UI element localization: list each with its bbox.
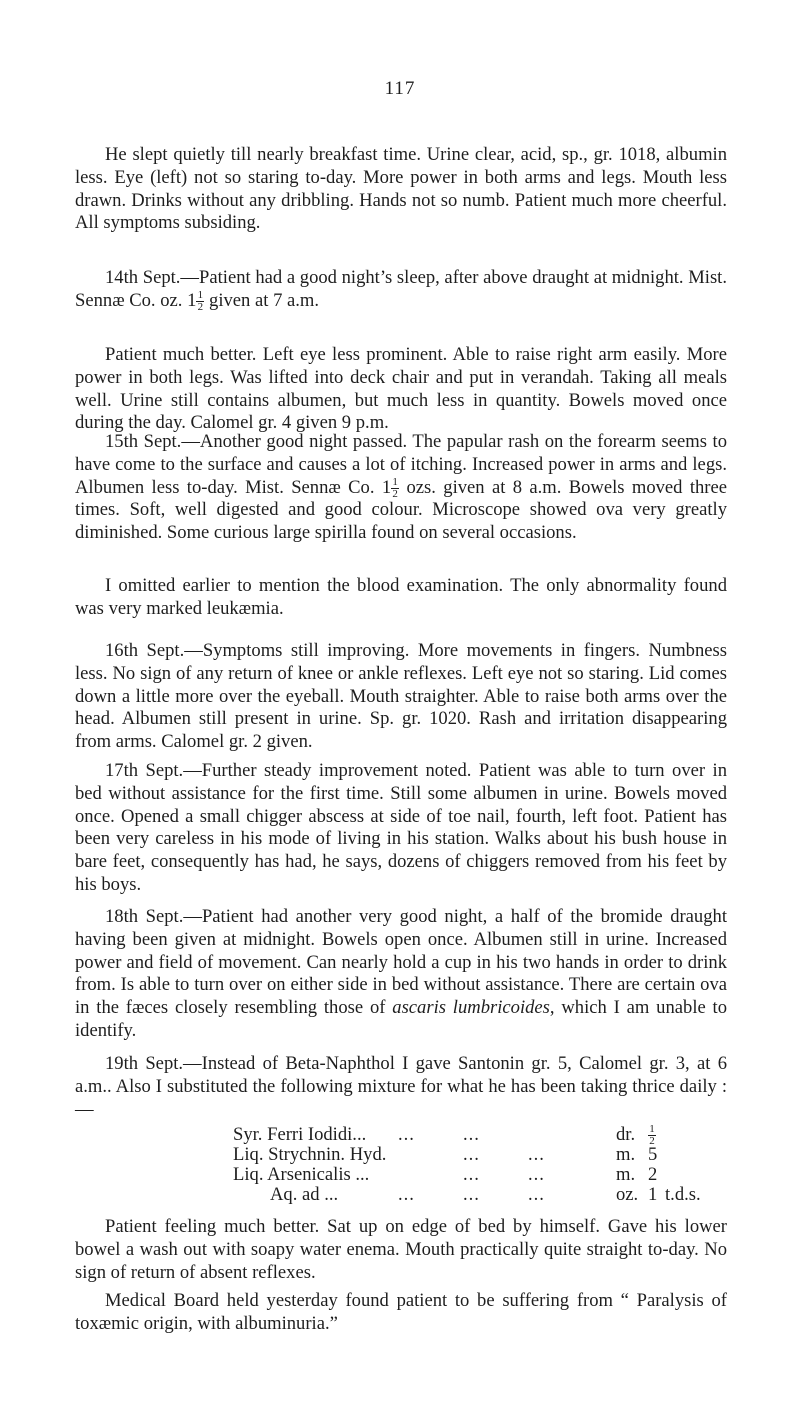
paragraph-text: , which I am unable to identify. [75,997,728,1041]
prescription-table [233,1125,703,1205]
paragraph-patient-feeling-better: Patient feeling much better. Sat up on edge of bed by himself. Gave his lower bowel a wash out with soapy water enema. Mouth practically quite straight to-day. No sign of return of absent reflexes. [75,1216,727,1283]
fraction-half: $\frac{1}{2}$ [392,475,398,500]
paragraph-sept-17: 17th Sept.—Further steady improvement noted. Patient was able to turn over in bed without assistance for the first time. Still some albumen in urine. Bowels moved once. Opened a small chigger abscess at side of toe nail, fourth, left foot. Patient has been very careless in his mode of living in his station. Walks about his bush house in bare feet, consequently has had, he says, dozens of chiggers removed from his feet by his boys. [75,760,727,895]
paragraph-text: ozs. given at 8 a.m. Bowels moved three times. Soft, well digested and good colour. Microscope showed ova very greatly diminished. Some curious large spirilla found on several occasions. [75,476,727,544]
ingredient-quantity: 5 [648,1144,658,1165]
ingredient-name: Syr. Ferri Iodidi... [233,1124,367,1145]
leader-dots: ... [528,1184,545,1205]
paragraph-text: 18th Sept.—Patient had another very good night, a half of the bromide draught having been given at midnight. Bowels open once. Albumen still in urine. Increased power and field of movement. Can nearly hold a cup in his two hands in order to drink from. Is able to turn over on either side in bed without assistance. There are certain ova in the fæces closely resembling those of [75,906,727,1019]
paragraph-text: 15th Sept.—Another good night passed. The papular rash on the forearm seems to have come to the surface and causes a lot of itching. Increased power in arms and legs. Albumen less to-day. Mist. Sennæ Co. 1 [75,431,727,498]
ingredient-name: Liq. Strychnin. Hyd. [233,1144,387,1165]
prescription-row [233,1123,703,1148]
prescription-row [233,1145,703,1165]
paragraph-text: 14th Sept.—Patient had a good night’s sleep, after above draught at midnight. Mist. Sennæ Co. oz. 1 [75,267,727,311]
leader-dots: ... [463,1164,480,1185]
leader-dots: ... [463,1184,480,1205]
paragraph-text: given at 7 a.m. [204,289,320,311]
paragraph-medical-board: Medical Board held yesterday found patient to be suffering from “ Paralysis of toxæmic origin, with albuminuria.” [75,1290,727,1334]
prescription-row [233,1165,703,1185]
paragraph-patient-better: Patient much better. Left eye less prominent. Able to raise right arm easily. More power in both legs. Was lifted into deck chair and put in verandah. Taking all meals well. Urine still contains albumen, but much less in quantity. Bowels moved once during the day. Calomel gr. 4 given 9 p.m. [75,344,727,434]
leader-dots: ... [463,1124,480,1145]
paragraph-sept-14 [75,267,727,313]
ingredient-unit: oz. [616,1184,639,1205]
fraction-half: $\frac{1}{2}$ [197,289,204,314]
page-number: 117 [384,78,416,99]
leader-dots: ... [528,1144,545,1165]
paragraph-sept-19: 19th Sept.—Instead of Beta-Naphthol I gave Santonin gr. 5, Calomel gr. 3, at 6 a.m.. Also I substituted the following mixture for what he has been taking thrice daily :— [75,1053,727,1120]
ingredient-quantity: 1 [648,1184,658,1205]
leader-dots: ... [463,1144,480,1165]
prescription-row [233,1185,703,1205]
leader-dots: ... [528,1164,545,1185]
paragraph-sept-13: He slept quietly till nearly breakfast time. Urine clear, acid, sp., gr. 1018, albumin less. Eye (left) not so staring to-day. More power in both arms and legs. Mouth less drawn. Drinks without any dribbling. Hands not so numb. Patient much more cheerful. All symptoms subsiding. [75,144,727,234]
species-name: ascaris lumbricoides [392,997,550,1019]
ingredient-unit: m. [616,1164,636,1185]
ingredient-quantity: 2 [648,1164,658,1185]
leader-dots: ... [398,1124,415,1145]
paragraph-sept-15 [75,431,727,545]
paragraph-sept-16: 16th Sept.—Symptoms still improving. More movements in fingers. Numbness less. No sign of any return of knee or ankle reflexes. Left eye not so staring. Lid comes down a little more over the eyeball. Mouth straighter. Able to raise both arms over the head. Albumen still present in urine. Sp. gr. 1020. Rash and irritation disappearing from arms. Calomel gr. 2 given. [75,640,727,753]
leader-dots: ... [398,1184,415,1205]
paragraph-sept-18 [75,906,727,1043]
fraction-half: $\frac{1}{2}$ [649,1123,655,1148]
ingredient-name: Liq. Arsenicalis ... [233,1164,370,1185]
ingredient-unit: m. [616,1144,636,1165]
ingredient-unit: dr. [616,1124,636,1145]
paragraph-blood-examination: I omitted earlier to mention the blood examination. The only abnormality found was very marked leukæmia. [75,575,727,619]
dosage-note: t.d.s. [665,1184,701,1205]
ingredient-name: Aq. ad ... [270,1184,339,1205]
